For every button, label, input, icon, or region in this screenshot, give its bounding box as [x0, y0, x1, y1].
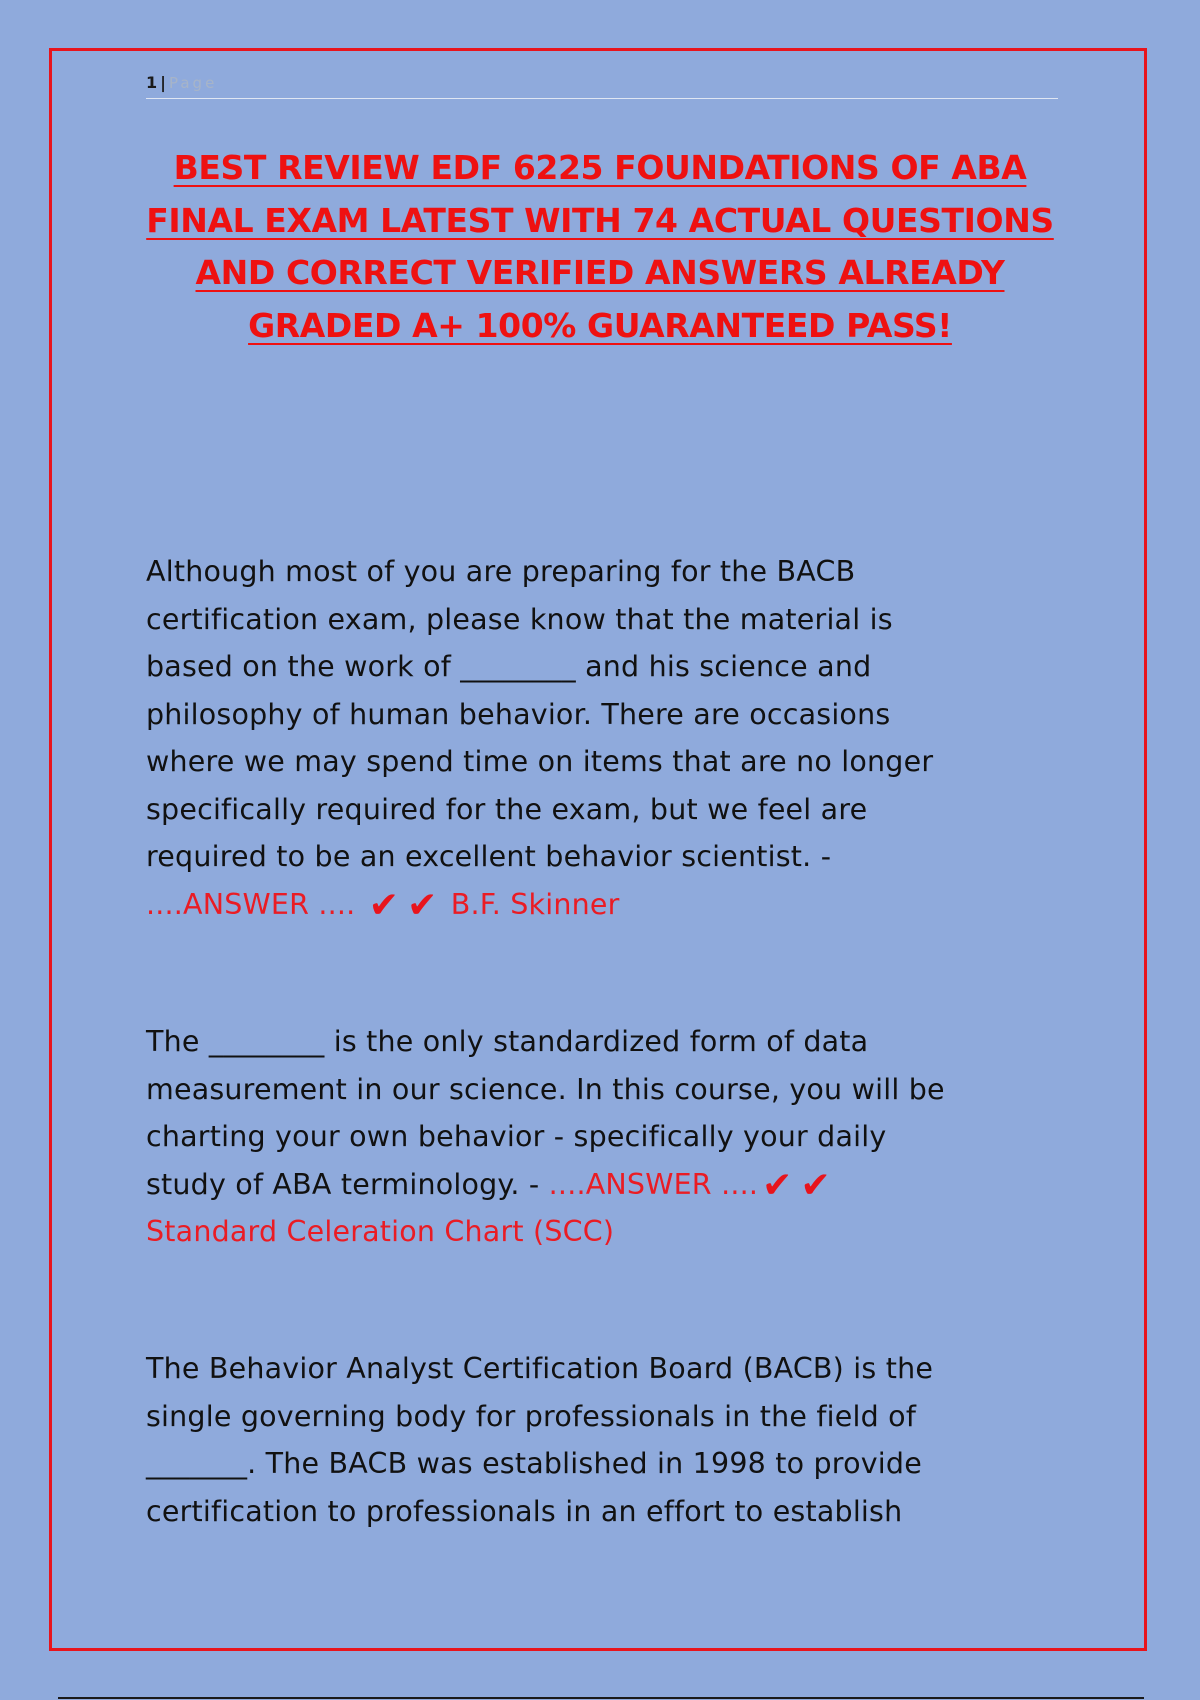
question-2	[146, 1018, 1066, 1256]
question-line: philosophy of human behavior. There are occasions	[146, 697, 891, 731]
answer-marker: ....ANSWER ....	[548, 1167, 759, 1201]
question-line	[146, 1161, 1066, 1209]
question-line: The Behavior Analyst Certification Board (BACB) is the	[146, 1352, 934, 1385]
check-icon: ✔	[762, 1164, 793, 1206]
footer-rule	[58, 1697, 1144, 1699]
question-3	[146, 1345, 1066, 1535]
answer-marker: ....ANSWER ....	[146, 887, 356, 921]
question-line: single governing body for professionals in the field of	[146, 1399, 917, 1433]
answer-text: B.F. Skinner	[450, 887, 620, 921]
question-line: measurement in our science. In this course, you will be	[146, 1072, 945, 1106]
question-line: required to be an excellent behavior scientist. -	[146, 840, 832, 873]
question-line: specifically required for the exam, but we feel are	[146, 792, 868, 826]
answer-line	[146, 881, 1066, 929]
question-line: Although most of you are preparing for the BACB	[146, 555, 856, 588]
page-number: 1	[146, 73, 158, 92]
page-separator: |	[160, 73, 166, 92]
check-icon: ✔	[368, 884, 400, 926]
question-line: certification exam, please know that the material is	[146, 602, 893, 636]
check-icon: ✔	[800, 1164, 831, 1206]
question-line: based on the work of ________ and his science and	[146, 650, 872, 683]
question-line: where we may spend time on items that are no longer	[146, 745, 934, 778]
check-icon: ✔	[407, 884, 438, 926]
document-title: BEST REVIEW EDF 6225 FOUNDATIONS OF ABA FINAL EXAM LATEST WITH 74 ACTUAL QUESTIONS AND CORRECT VERIFIED ANSWERS ALREADY GRADED A+ 100% GUARANTEED PASS!	[146, 148, 1054, 345]
question-line: The ________ is the only standardized form of data	[146, 1025, 869, 1058]
page-label: Page	[168, 74, 218, 92]
answer-text: Standard Celeration Chart (SCC)	[146, 1215, 615, 1248]
question-line: charting your own behavior - specifically your daily	[146, 1120, 887, 1153]
question-1	[146, 548, 1066, 928]
question-line: certification to professionals in an effort to establish	[146, 1494, 903, 1528]
question-line-prefix: study of ABA terminology. -	[146, 1167, 540, 1201]
question-line: _______. The BACB was established in 1998 to provide	[146, 1447, 922, 1480]
page-header	[146, 70, 1058, 99]
